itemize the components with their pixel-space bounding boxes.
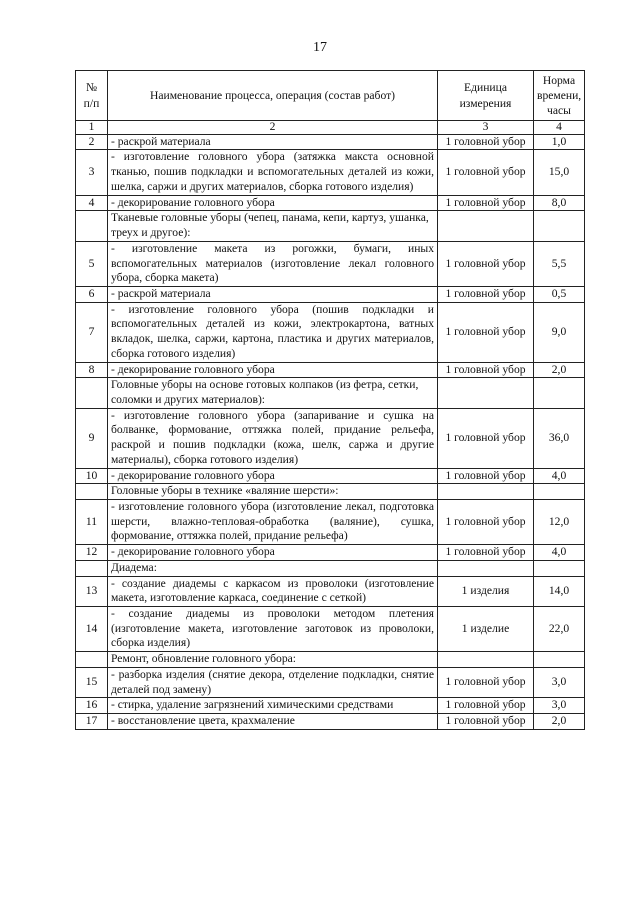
unit-of-measure: 1 головной убор: [438, 667, 534, 697]
header-num-line: №: [85, 81, 98, 95]
unit-of-measure: [438, 211, 534, 241]
operation-name: [108, 362, 438, 378]
header-num-line: п/п: [83, 96, 100, 110]
table-row: [76, 302, 585, 362]
operation-name: [108, 607, 438, 652]
time-norm: 12,0: [534, 500, 585, 545]
section-row: [76, 484, 585, 500]
time-norm: [534, 484, 585, 500]
operation-name: [108, 500, 438, 545]
table-row: [76, 134, 585, 150]
operation-name-line: (изготовление макета, изготовление заготовок из: [111, 621, 372, 635]
norms-table: [75, 70, 585, 730]
operation-name-line: рельефа, раскрой и пошив подкладки (кожа, шелк, саржа: [111, 423, 434, 452]
table-row: [76, 607, 585, 652]
header-unit-line: Единица: [464, 81, 507, 95]
operation-name-line: ватных вкладок, шелка, саржи, картона, пластика и: [111, 317, 434, 346]
table-row: [76, 698, 585, 714]
row-number: 5: [76, 241, 108, 286]
row-number: 8: [76, 362, 108, 378]
operation-name-line: - декорирование головного убора: [111, 195, 275, 209]
row-number: 12: [76, 545, 108, 561]
time-norm: 4,0: [534, 468, 585, 484]
operation-name-line: Диадема:: [111, 560, 157, 574]
section-title: [108, 484, 438, 500]
operation-name: [108, 576, 438, 606]
operation-name: [108, 286, 438, 302]
time-norm: 14,0: [534, 576, 585, 606]
operation-name-line: болванке, формование, оттяжка полей, придание: [111, 423, 381, 437]
operation-name: [108, 698, 438, 714]
operation-name-line: вспомогательных материалов (изготовление лекал: [111, 256, 377, 270]
row-number: 9: [76, 408, 108, 468]
section-title: [108, 652, 438, 668]
time-norm: 15,0: [534, 150, 585, 195]
table-row: [76, 362, 585, 378]
page-number: 17: [313, 40, 327, 55]
unit-of-measure: 1 головной убор: [438, 545, 534, 561]
section-row: [76, 211, 585, 241]
operation-name: [108, 150, 438, 195]
operation-name: [108, 545, 438, 561]
row-number: [76, 211, 108, 241]
unit-of-measure: [438, 560, 534, 576]
time-norm: 36,0: [534, 408, 585, 468]
operation-name-line: Тканевые головные уборы (чепец, панама, кепи, картуз,: [111, 211, 387, 225]
header-norm-line: Норма: [542, 73, 576, 87]
row-number: 6: [76, 286, 108, 302]
table-row: [76, 408, 585, 468]
time-norm: 8,0: [534, 195, 585, 211]
table-row: [76, 241, 585, 286]
operation-name: [108, 302, 438, 362]
row-number: [76, 484, 108, 500]
unit-of-measure: 1 головной убор: [438, 286, 534, 302]
header-row: [76, 71, 585, 121]
unit-of-measure: 1 головной убор: [438, 302, 534, 362]
operation-name-line: сборка готового изделия): [289, 179, 414, 193]
operation-name-line: подготовка шерсти, влажно-тепловая-обработка: [111, 500, 434, 528]
time-norm: 3,0: [534, 698, 585, 714]
header-num: [76, 71, 108, 121]
operation-name: [108, 408, 438, 468]
column-index-row: [76, 121, 585, 135]
operation-name: [108, 468, 438, 484]
time-norm: 5,5: [534, 241, 585, 286]
section-title: [108, 560, 438, 576]
unit-of-measure: 1 головной убор: [438, 468, 534, 484]
time-norm: 22,0: [534, 607, 585, 652]
operation-name-line: вспомогательных деталей из кожи, электрокартона,: [111, 317, 390, 331]
row-number: 10: [76, 468, 108, 484]
operation-name-line: - изготовление головного убора (запаривание и сушка на: [111, 408, 434, 422]
row-number: 16: [76, 698, 108, 714]
operation-name-line: - декорирование головного убора: [111, 545, 275, 559]
table-row: [76, 576, 585, 606]
time-norm: 1,0: [534, 134, 585, 150]
section-row: [76, 560, 585, 576]
unit-of-measure: [438, 484, 534, 500]
header-norm-line: времени,: [537, 88, 582, 102]
operation-name-line: - создание диадемы с каркасом из проволоки: [111, 576, 358, 590]
column-index: 2: [108, 121, 438, 135]
unit-of-measure: 1 изделие: [438, 607, 534, 652]
operation-name-line: проволоки, сборка изделия): [111, 621, 434, 650]
row-number: [76, 378, 108, 408]
section-row: [76, 378, 585, 408]
unit-of-measure: 1 изделия: [438, 576, 534, 606]
operation-name-line: других материалов, сборка готового изделия): [111, 332, 435, 360]
operation-name-line: - изготовление головного убора (затяжка макста: [111, 150, 379, 164]
operation-name-line: - разборка изделия (снятие декора, отделение подкладки,: [111, 667, 398, 681]
row-number: [76, 560, 108, 576]
column-index: 1: [76, 121, 108, 135]
operation-name-line: - изготовление головного убора (пошив подкладки и: [111, 302, 434, 316]
unit-of-measure: [438, 378, 534, 408]
operation-name-line: - раскрой материала: [111, 286, 211, 300]
row-number: 15: [76, 667, 108, 697]
row-number: 17: [76, 714, 108, 730]
unit-of-measure: 1 головной убор: [438, 714, 534, 730]
column-index: 4: [534, 121, 585, 135]
operation-name-line: головного убора, сборка макета): [111, 256, 434, 285]
operation-name-line: с сеткой): [321, 591, 367, 605]
table-row: [76, 286, 585, 302]
operation-name-line: - стирка, удаление загрязнений химическими средствами: [111, 698, 394, 712]
header-unit-line: измерения: [459, 96, 512, 110]
section-title: [108, 211, 438, 241]
unit-of-measure: 1 головной убор: [438, 408, 534, 468]
table-row: [76, 667, 585, 697]
operation-name-line: сетки, соломки и других материалов):: [111, 378, 419, 406]
section-row: [76, 652, 585, 668]
row-number: 2: [76, 134, 108, 150]
operation-name-line: Ремонт, обновление головного убора:: [111, 652, 297, 666]
operation-name: [108, 241, 438, 286]
operation-name-line: снятие деталей под замену): [111, 667, 434, 696]
time-norm: 2,0: [534, 714, 585, 730]
unit-of-measure: 1 головной убор: [438, 362, 534, 378]
time-norm: [534, 378, 585, 408]
time-norm: 4,0: [534, 545, 585, 561]
table-row: [76, 195, 585, 211]
unit-of-measure: 1 головной убор: [438, 241, 534, 286]
row-number: [76, 652, 108, 668]
operation-name-line: - раскрой материала: [111, 134, 211, 148]
operation-name-line: - создание диадемы из проволоки методом плетения: [111, 607, 434, 621]
table-row: [76, 468, 585, 484]
row-number: 11: [76, 500, 108, 545]
time-norm: 3,0: [534, 667, 585, 697]
unit-of-measure: 1 головной убор: [438, 500, 534, 545]
time-norm: [534, 560, 585, 576]
row-number: 3: [76, 150, 108, 195]
time-norm: 2,0: [534, 362, 585, 378]
time-norm: 9,0: [534, 302, 585, 362]
operation-name-line: основной тканью, пошив подкладки и вспомогательных: [111, 150, 434, 179]
header-name: Наименование процесса, операция (состав работ): [108, 71, 438, 121]
operation-name: [108, 195, 438, 211]
unit-of-measure: 1 головной убор: [438, 195, 534, 211]
operation-name-line: Головные уборы в технике «валяние шерсти»:: [111, 484, 339, 498]
row-number: 4: [76, 195, 108, 211]
operation-name: [108, 667, 438, 697]
table-row: [76, 150, 585, 195]
operation-name-line: - восстановление цвета, крахмаление: [111, 714, 295, 728]
operation-name-line: (валяние), сушка, формование, оттяжка полей, придание: [111, 514, 434, 543]
operation-name-line: - изготовление головного убора (изготовление лекал,: [111, 500, 376, 513]
table-row: [76, 714, 585, 730]
section-title: [108, 378, 438, 408]
operation-name-line: - декорирование головного убора: [111, 362, 275, 376]
unit-of-measure: 1 головной убор: [438, 134, 534, 150]
unit-of-measure: 1 головной убор: [438, 698, 534, 714]
operation-name: [108, 714, 438, 730]
operation-name: [108, 134, 438, 150]
column-index: 3: [438, 121, 534, 135]
operation-name-line: (изготовление макета, изготовление каркаса, соединение: [111, 576, 434, 605]
operation-name-line: ушанка, треух и другое):: [111, 211, 429, 240]
unit-of-measure: [438, 652, 534, 668]
row-number: 7: [76, 302, 108, 362]
time-norm: [534, 652, 585, 668]
header-norm: [534, 71, 585, 121]
operation-name-line: - изготовление макета из рогожки, бумаги, иных: [111, 241, 434, 255]
table-row: [76, 545, 585, 561]
row-number: 14: [76, 607, 108, 652]
time-norm: [534, 211, 585, 241]
operation-name-line: рельефа): [303, 529, 348, 543]
operation-name-line: - декорирование головного убора: [111, 468, 275, 482]
operation-name-line: деталей из кожи, шелка, саржи и других материалов,: [111, 165, 434, 193]
header-unit: [438, 71, 534, 121]
row-number: 13: [76, 576, 108, 606]
table-row: [76, 500, 585, 545]
time-norm: 0,5: [534, 286, 585, 302]
header-norm-line: часы: [547, 104, 571, 118]
operation-name-line: и другие материалы), сборка готового изделия): [111, 438, 434, 466]
unit-of-measure: 1 головной убор: [438, 150, 534, 195]
operation-name-line: Головные уборы на основе готовых колпаков (из фетра,: [111, 378, 386, 392]
